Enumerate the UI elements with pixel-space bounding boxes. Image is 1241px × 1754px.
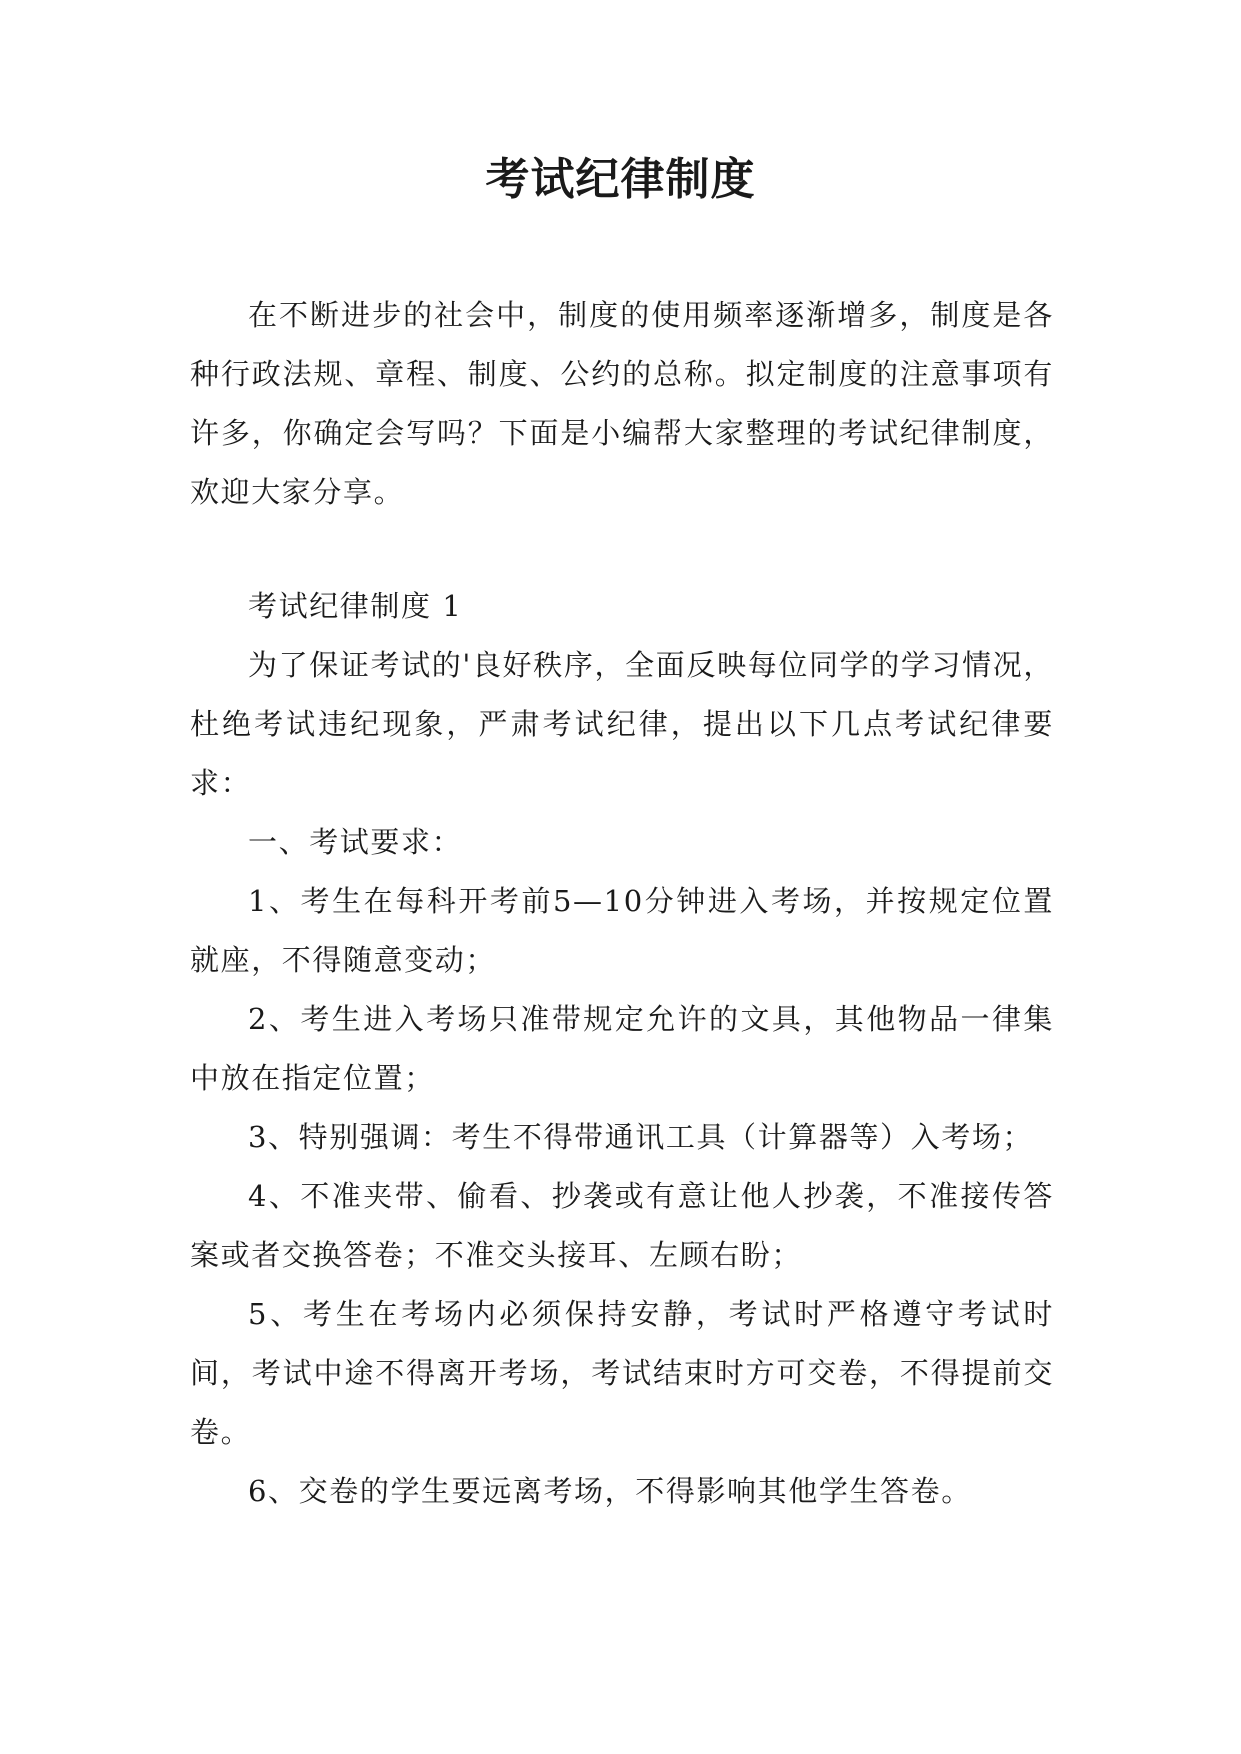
rule-item: 4、不准夹带、偷看、抄袭或有意让他人抄袭，不准接传答案或者交换答卷；不准交头接耳、左顾右盼； xyxy=(190,1179,1054,1272)
section-heading: 考试纪律制度 1 xyxy=(248,589,463,623)
main-block xyxy=(190,577,1054,1521)
rule-item: 1、考生在每科开考前5—10分钟进入考场，并按规定位置就座，不得随意变动； xyxy=(190,884,1054,977)
section-intro-paragraph: 为了保证考试的'良好秩序，全面反映每位同学的学习情况，杜绝考试违纪现象，严肃考试纪律，提出以下几点考试纪律要求： xyxy=(190,648,1054,800)
document-title: 考试纪律制度 xyxy=(485,154,756,205)
intro-paragraph: 在不断进步的社会中，制度的使用频率逐渐增多，制度是各种行政法规、章程、制度、公约的总称。拟定制度的注意事项有许多，你确定会写吗？下面是小编帮大家整理的考试纪律制度，欢迎大家分享。 xyxy=(190,298,1054,509)
subheading: 一、考试要求： xyxy=(248,825,463,859)
rule-item: 6、交卷的学生要远离考场，不得影响其他学生答卷。 xyxy=(248,1474,972,1508)
rule-item: 2、考生进入考场只准带规定允许的文具，其他物品一律集中放在指定位置； xyxy=(190,1002,1054,1095)
intro-block xyxy=(190,286,1054,522)
rule-item: 3、特别强调：考生不得带通讯工具（计算器等）入考场； xyxy=(248,1120,1034,1154)
rule-item: 5、考生在考场内必须保持安静，考试时严格遵守考试时间，考试中途不得离开考场，考试结束时方可交卷，不得提前交卷。 xyxy=(190,1297,1054,1449)
